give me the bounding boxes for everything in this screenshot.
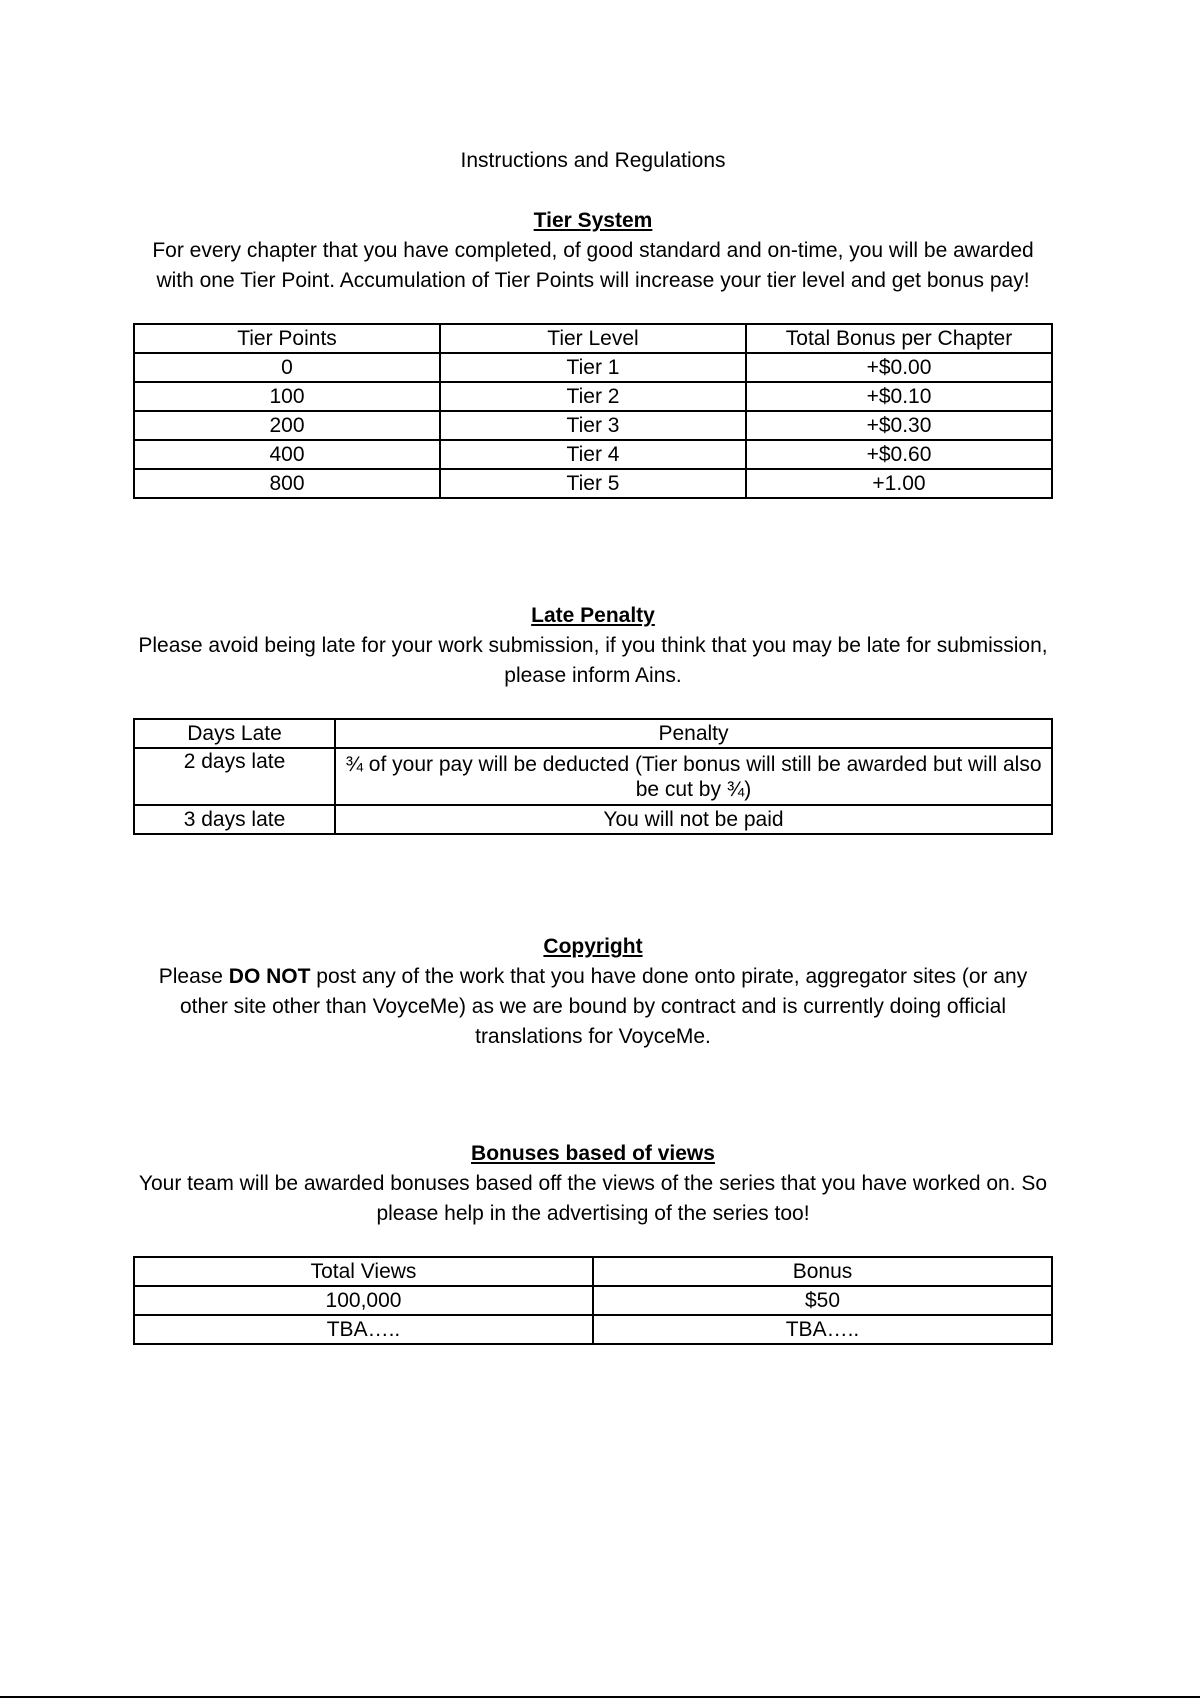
table-row <box>134 440 1052 469</box>
table-row <box>134 1315 1052 1344</box>
table-row <box>134 469 1052 498</box>
table-cell: +1.00 <box>746 469 1052 498</box>
table-row <box>134 1286 1052 1315</box>
late-penalty-description: Please avoid being late for your work submission, if you think that you may be late for submission, please inform Ains. <box>138 634 1048 687</box>
table-row <box>134 748 1052 805</box>
late-penalty-section <box>133 601 1053 691</box>
table-header-row <box>134 719 1052 748</box>
table-cell: 3 days late <box>134 805 335 834</box>
views-bonus-section <box>133 1139 1053 1229</box>
table-cell: 100,000 <box>134 1286 593 1315</box>
copyright-text-before: Please <box>158 965 229 988</box>
penalty-table <box>133 718 1053 835</box>
table-cell: 400 <box>134 440 440 469</box>
table-row <box>134 382 1052 411</box>
tier-system-heading: Tier System <box>533 209 653 232</box>
table-header-row <box>134 324 1052 353</box>
tier-system-section <box>133 206 1053 296</box>
table-row <box>134 805 1052 834</box>
table-cell: 200 <box>134 411 440 440</box>
table-cell: TBA….. <box>593 1315 1052 1344</box>
table-header-cell: Tier Points <box>134 324 440 353</box>
table-cell: 100 <box>134 382 440 411</box>
copyright-text-after: post any of the work that you have done onto pirate, aggregator sites (or any other site other than VoyceMe) as we are bound by contract and is currently doing official translations for VoyceMe. <box>179 965 1028 1048</box>
views-bonus-heading: Bonuses based of views <box>471 1142 715 1165</box>
table-cell: Tier 5 <box>440 469 746 498</box>
table-header-cell: Total Views <box>134 1257 593 1286</box>
tier-table <box>133 323 1053 499</box>
table-cell: Tier 1 <box>440 353 746 382</box>
table-cell: $50 <box>593 1286 1052 1315</box>
table-cell: +$0.00 <box>746 353 1052 382</box>
table-header-row <box>134 1257 1052 1286</box>
table-header-cell: Bonus <box>593 1257 1052 1286</box>
document-title: Instructions and Regulations <box>460 149 726 172</box>
copyright-emphasis: DO NOT <box>228 965 311 988</box>
table-cell: TBA….. <box>134 1315 593 1344</box>
table-cell: 0 <box>134 353 440 382</box>
copyright-heading: Copyright <box>543 935 643 958</box>
table-header-cell: Penalty <box>335 719 1052 748</box>
table-row <box>134 411 1052 440</box>
views-bonus-table <box>133 1256 1053 1345</box>
table-cell: You will not be paid <box>335 805 1052 834</box>
table-cell: 2 days late <box>134 748 335 805</box>
table-cell: 800 <box>134 469 440 498</box>
table-header-cell: Days Late <box>134 719 335 748</box>
tier-system-description: For every chapter that you have completed, of good standard and on-time, you will be awarded with one Tier Point. Accumulation of Tier Points will increase your tier level and get bonus pay! <box>152 239 1034 292</box>
copyright-text <box>133 962 1053 1052</box>
late-penalty-heading: Late Penalty <box>531 604 655 627</box>
table-cell: +$0.10 <box>746 382 1052 411</box>
table-cell: ¾ of your pay will be deducted (Tier bonus will still be awarded but will also be cut by ¾) <box>335 748 1052 805</box>
table-cell: Tier 3 <box>440 411 746 440</box>
table-cell: Tier 2 <box>440 382 746 411</box>
table-header-cell: Tier Level <box>440 324 746 353</box>
table-row <box>134 353 1052 382</box>
table-cell: Tier 4 <box>440 440 746 469</box>
views-bonus-description: Your team will be awarded bonuses based off the views of the series that you have worked on. So please help in the advertising of the series too! <box>138 1172 1048 1225</box>
table-cell: +$0.60 <box>746 440 1052 469</box>
table-cell: +$0.30 <box>746 411 1052 440</box>
copyright-section <box>133 932 1053 1052</box>
table-header-cell: Total Bonus per Chapter <box>746 324 1052 353</box>
